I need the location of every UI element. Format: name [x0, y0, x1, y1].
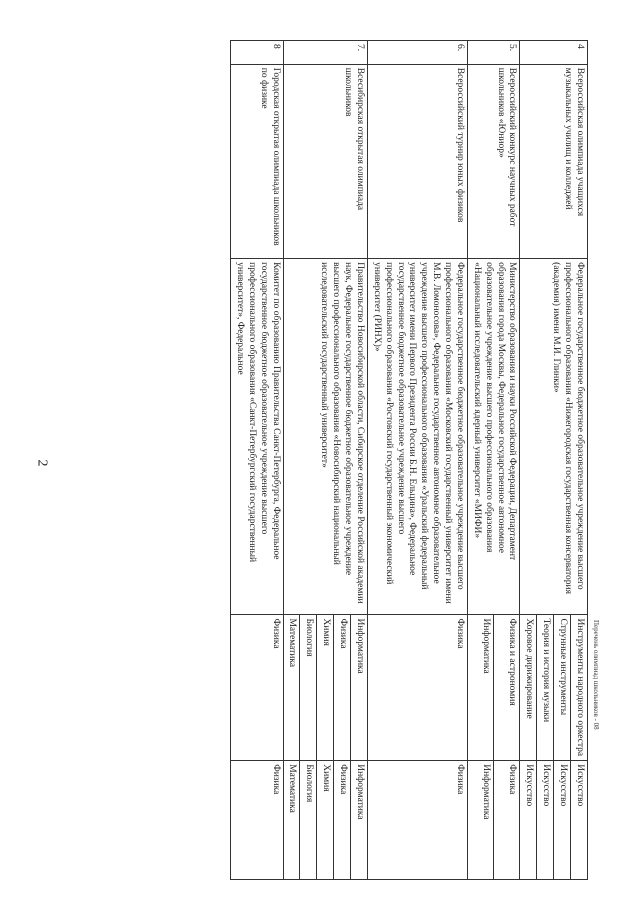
page-number: 2	[34, 459, 50, 467]
subject-cell: Химия	[317, 761, 334, 880]
table-row	[368, 41, 468, 880]
table-row	[351, 41, 368, 880]
table-row	[231, 41, 284, 880]
table-row	[494, 41, 520, 880]
row-number: 8	[231, 41, 284, 65]
organizer-text: Федеральное государственное бюджетное образовательное учреждение высшего профессионального образования «Московский государственный университет имени М.В. Ломоносова», Федеральное государственное автономное образовательное учреждение высшего профессионального образования «Уральский федеральный университет имени Первого Президента России Б.Н. Ельцина», Федеральное государственное бюджетное образовательное учреждение высшего профессионального образования «Ростовский государственный экономический университет (РИНХ)»	[368, 259, 468, 615]
profile-cell: Физика	[231, 615, 284, 761]
olympiad-name: Всероссийский конкурс научных работ школьников «Юниор»	[468, 64, 521, 258]
organizer-text: Правительство Новосибирской области, Сибирское отделение Российской академии наук, Федеральное государственное бюджетное образовательное учреждение высшего профессионального образования «Новосибирский национальный исследовательский государственный университет»	[283, 259, 367, 615]
subject-cell: Информатика	[468, 761, 494, 880]
profile-cell: Математика	[283, 615, 300, 761]
organizer-text: Федеральное государственное бюджетное образовательное учреждение высшего профессионального образования «Нижегородская государственная консерватория (академия) имени М.И. Глинки»	[520, 259, 588, 615]
profile-cell: Инструменты народного оркестра	[571, 615, 588, 761]
subject-cell: Физика	[494, 761, 520, 880]
profile-cell: Физика	[334, 615, 351, 761]
rotated-table-wrapper	[68, 40, 588, 880]
subject-cell: Физика	[368, 761, 468, 880]
profile-cell: Биология	[300, 615, 317, 761]
profile-cell: Физика и астрономия	[494, 615, 520, 761]
table-row	[571, 41, 588, 880]
profile-cell: Струнные инструменты	[554, 615, 571, 761]
table-body	[231, 41, 588, 880]
subject-cell: Искусство	[537, 761, 554, 880]
footer-note: Перечень олимпиад школьников - 08	[592, 620, 600, 730]
profile-cell: Химия	[317, 615, 334, 761]
subject-cell: Искусство	[571, 761, 588, 880]
profile-cell: Теория и история музыки	[537, 615, 554, 761]
organizer-text: Комитет по образованию Правительства Санкт-Петербурга, Федеральное государственное бюджетное образовательное учреждение высшего профессионального образования «Санкт-Петербургский государственный университет», Федеральное	[231, 259, 284, 615]
profile-cell: Информатика	[468, 615, 494, 761]
profile-cell: Информатика	[351, 615, 368, 761]
subject-cell: Искусство	[520, 761, 537, 880]
olympiad-name: Городская открытая олимпиада школьников по физике	[231, 64, 284, 258]
row-number: 6.	[368, 41, 468, 65]
subject-cell: Биология	[300, 761, 317, 880]
subject-cell: Физика	[231, 761, 284, 880]
profile-cell: Хоровое дирижирование	[520, 615, 537, 761]
subject-cell: Информатика	[351, 761, 368, 880]
olympiad-name: Всесибирская открытая олимпиада школьников	[283, 64, 367, 258]
row-number: 5.	[468, 41, 521, 65]
row-number: 7.	[283, 41, 367, 65]
organizer-text: Министерство образования и науки Российской Федерации, Департамент образования города Москвы, Федеральное государственное автономное образовательное учреждение высшего профессионального образования «Национальный исследовательский ядерный университет «МИФИ»	[468, 259, 521, 615]
subject-cell: Физика	[334, 761, 351, 880]
olympiad-table	[230, 40, 588, 880]
profile-cell: Физика	[368, 615, 468, 761]
subject-cell: Математика	[283, 761, 300, 880]
olympiad-name: Всероссийский турнир юных физиков	[368, 64, 468, 258]
subject-cell: Искусство	[554, 761, 571, 880]
document-sheet	[58, 32, 588, 892]
olympiad-name: Всероссийская олимпиада учащихся музыкальных училищ и колледжей	[520, 64, 588, 258]
row-number: 4	[520, 41, 588, 65]
